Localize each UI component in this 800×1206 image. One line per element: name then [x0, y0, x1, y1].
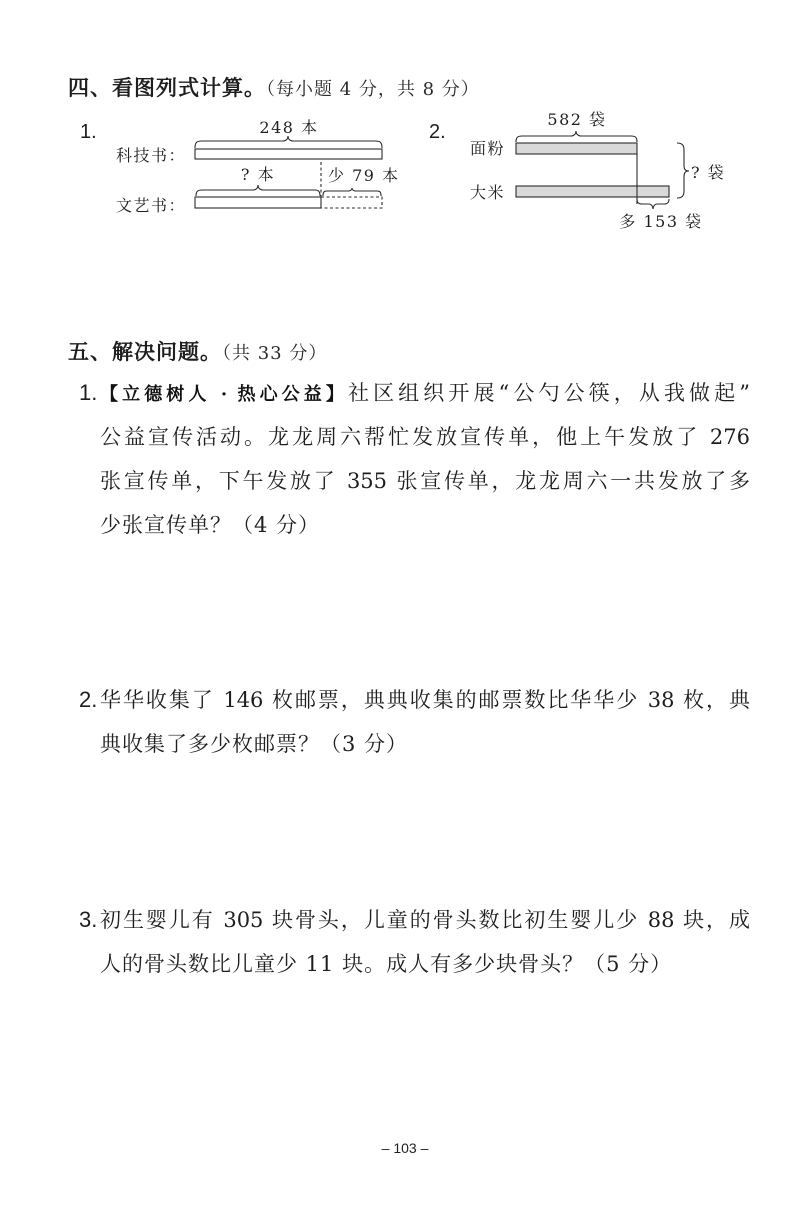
literature-books-bar: [195, 197, 321, 208]
section-4-heading: [68, 76, 480, 100]
section-4-title: 四、看图列式计算。: [68, 76, 266, 100]
unknown-brace: [196, 185, 320, 196]
question-1: [79, 371, 750, 547]
question-line: [100, 371, 750, 415]
diagram-1-number: 1.: [80, 121, 97, 143]
section-4-score-note: （每小题 4 分，共 8 分）: [266, 79, 480, 100]
diagram-2: [429, 110, 725, 231]
literature-books-label: 文艺书：: [116, 196, 187, 215]
question-number: 1.: [79, 380, 98, 405]
diagram-2-number: 2.: [429, 121, 446, 143]
page-number: – 103 –: [381, 1140, 429, 1156]
question-text: 社区组织开展“公勺公筷，从我做起”: [347, 381, 750, 405]
rice-bar: [516, 186, 669, 197]
question-line: 典收集了多少枚邮票？（3 分）: [100, 732, 409, 756]
section-5-score-note: （共 33 分）: [222, 343, 328, 364]
unknown-books-label: ? 本: [240, 165, 276, 184]
difference-label: 少 79 本: [328, 166, 400, 185]
question-line: 少张宣传单？（4 分）: [100, 513, 321, 537]
flour-bags-label: 582 袋: [547, 110, 607, 129]
section-5-title: 五、解决问题。: [68, 340, 222, 364]
question-line: 公益宣传活动。龙龙周六帮忙发放宣传单，他上午发放了 276: [100, 425, 750, 449]
question-line: 张宣传单，下午发放了 355 张宣传单，龙龙周六一共发放了多: [100, 469, 750, 493]
question-3: [79, 898, 750, 986]
question-line: 华华收集了 146 枚邮票，典典收集的邮票数比华华少 38 枚，典: [100, 688, 750, 712]
literature-books-missing-part: [321, 197, 382, 208]
difference-label: 多 153 袋: [619, 212, 703, 231]
diagram-area: [0, 100, 800, 240]
total-bags-label: ? 袋: [691, 163, 726, 182]
difference-brace: [323, 188, 381, 196]
question-line: 人的骨头数比儿童少 11 块。成人有多少块骨头？（5 分）: [100, 952, 673, 976]
flour-brace: [516, 131, 637, 142]
science-books-bar: [195, 149, 382, 159]
question-line: 初生婴儿有 305 块骨头，儿童的骨头数比初生婴儿少 88 块，成: [100, 908, 750, 932]
question-tag: 【立德树人 · 热心公益】: [100, 384, 348, 405]
question-number: 3.: [79, 907, 98, 932]
rice-label: 大米: [470, 183, 506, 202]
question-2: [79, 678, 750, 766]
total-brace: [195, 136, 382, 148]
total-right-brace: [677, 143, 689, 198]
flour-label: 面粉: [470, 139, 506, 158]
science-books-label: 科技书：: [116, 146, 187, 165]
section-5-heading: [68, 340, 327, 364]
difference-brace: [637, 199, 669, 209]
diagram-1: [80, 118, 400, 215]
question-number: 2.: [79, 687, 98, 712]
total-books-label: 248 本: [259, 118, 319, 137]
flour-bar: [516, 143, 637, 154]
